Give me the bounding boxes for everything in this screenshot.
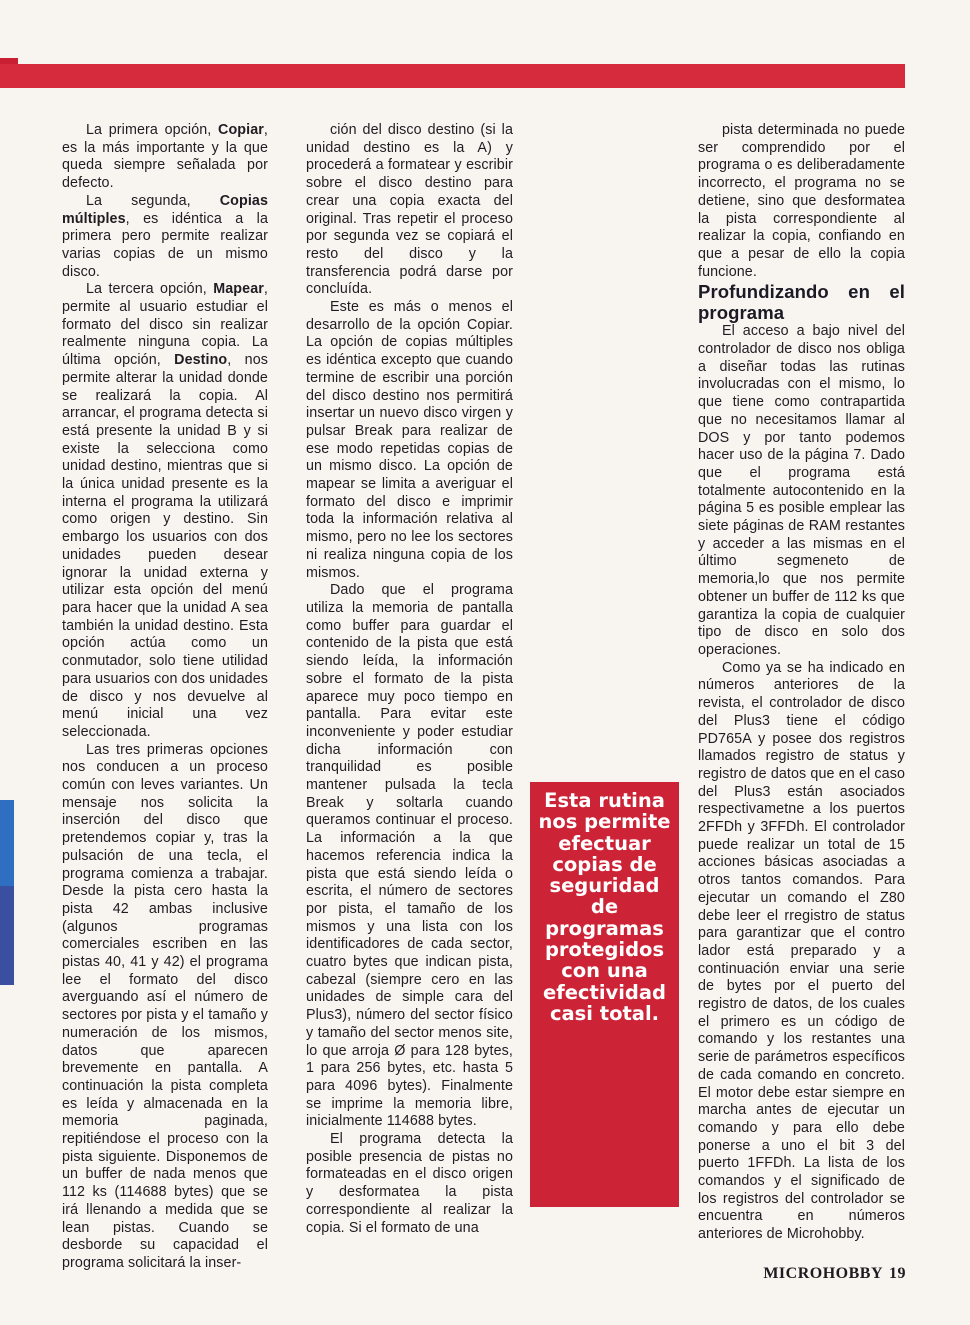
paragraph <box>62 193 268 282</box>
text-run: Las tres primeras opciones nos conducen a un proceso común con leves variantes. Un mensaje nos solicita la inserción del disco que pretendemos copiar y, tras la pulsación de una tecla, el programa comienza a trabajar. Desde la pista cero hasta la pista 42 ambas inclusive (algunos programas comerciales escriben en las pistas 40, 41 y 42) el programa lee el formato del disco averguando así el número de sectores por pista y el tamaño y numeración de los mismos, datos que aparecen brevemente en pantalla. A continuación la pista completa es leída y almacenada en la memoria paginada, repitiéndose el proceso con la pista siguiente. Disponemos de un buffer de nada menos que 112 ks (114688 bytes) que se irá llenando a medida que se lean pistas. Cuando se desborde su capacidad el programa solicitará la inser- <box>62 741 268 1271</box>
page-number: 19 <box>889 1265 906 1282</box>
text-run: , nos permite alterar la unidad donde se realizará la copia. Al arrancar, el programa detecta si está presente la unidad B y si existe la selecciona como unidad destino, mientras que si la única unidad presente es la interna el programa la utilizará como origen y destino. Sin embargo los usuarios con dos unidades pueden desear ignorar la unidad externa y utilizar esta opción del menú para hacer que la unidad A sea también la unidad destino. Esta opción actúa como un conmutador, solo tiene utilidad para usuarios con dos unidades de disco y nos devuelve al menú inicial una vez seleccionada. <box>62 352 269 740</box>
section-subheading: Profundizando en el programa <box>698 281 905 324</box>
article-column-3 <box>698 122 905 1244</box>
bold-term: Copiar <box>218 122 264 138</box>
text-run: Como ya se ha indicado en números anteriores de la revista, el controlador de disco del Plus3 tiene el código PD765A y posee dos registros llamados registro de status y registro de datos que en el caso del Plus3 están asociados respectivametne a los puertos 2FFDh y 3FFDh. El controlador puede realizar un total de 15 acciones básicas asociadas a otros tantos comandos. Para ejecutar un comando el Z80 debe leer el rregistro de status para garantizar que el contro lador está preparado y a continuación enviar una serie de bytes por el puerto del registro de datos, de los cuales el primero es un código de comando y los restantes una serie de parámetros específicos de cada comando en concreto. El motor debe estar siempre en marcha antes de ejecutar un comando y para ello debe ponerse a uno el bit 3 del puerto 1FFDh. La lista de los comandos y el significado de los registros del controlador se encuentra en números anteriores de Microhobby. <box>698 659 905 1243</box>
article-column-1 <box>62 122 268 1273</box>
paragraph <box>62 281 268 741</box>
paragraph <box>698 122 905 281</box>
text-run: , permite al usuario estudiar el formato del disco sin realizar realmente ninguna copia. La última opción, <box>62 281 268 369</box>
text-run: La tercera opción, <box>86 281 214 298</box>
pull-quote-box <box>530 782 679 1207</box>
paragraph <box>698 323 905 659</box>
paragraph <box>306 122 513 299</box>
paragraph <box>698 660 905 1244</box>
text-run: , es idéntica a la primera pero permite realizar varias copias de un mismo disco. <box>62 210 268 280</box>
article-column-3-bottom <box>698 323 905 1244</box>
article-column-3-top <box>698 122 905 281</box>
text-run: La segunda, <box>86 192 220 209</box>
paragraph <box>62 742 268 1273</box>
paragraph <box>306 1131 513 1237</box>
bold-term: Mapear <box>213 281 264 298</box>
paragraph <box>306 299 513 582</box>
page-footer <box>757 1265 906 1283</box>
pull-quote-text: Esta rutina nos permite efectuar copias de seguridad de programas protegidos con una efectividad casi total. <box>538 789 671 1025</box>
text-run: ción del disco destino (si la unidad destino es la A) y procederá a formatear y escribir sobre el disco destino para crear una copia exacta del original. Tras repetir el proceso por segunda vez se copiará el resto del disco y la transferencia podrá darse por concluída. <box>306 122 513 298</box>
paragraph <box>306 582 513 1131</box>
text-run: La primera opción, <box>86 122 219 138</box>
article-column-2 <box>306 122 513 1237</box>
text-run: Este es más o menos el desarrollo de la opción Copiar. La opción de copias múltiples es idéntica excepto que cuando termine de escribir una porción del disco destino nos permitirá insertar un nuevo disco virgen y pulsar Break para realizar de ese modo repetidas copias de un mismo disco. La opción de mapear se limita a averiguar el formato del disco e imprimir toda la información relativa al mismo, pero no lee los sectores ni realiza ninguna copia de los mismos. <box>306 299 513 581</box>
bold-term: Destino <box>174 352 228 369</box>
page-edge-color-strip <box>0 800 14 985</box>
text-run: , es la más importante y la que queda siempre señalada por defecto. <box>62 122 268 192</box>
text-run: El programa detecta la posible presencia de pistas no formateadas en el disco origen y desformatea la pista correspondiente al realizar la copia. Si el formato de una <box>306 1131 513 1236</box>
text-run: pista determinada no puede ser comprendido por el programa o es deliberadamente incorrecto, el programa no se detiene, sino que desformatea la pista correspondiente al realizar la copia, confiando en que a pesar de ello la copia funcione. <box>698 122 905 280</box>
magazine-name: MICROHOBBY <box>763 1265 883 1282</box>
text-run: Dado que el programa utiliza la memoria de pantalla como buffer para guardar el contenido de la pista que está siendo leída, la información sobre el formato de la pista aparece muy poco tiempo en pantalla. Para evitar este inconveniente y poder estudiar dicha información con tranquilidad es posible mantener pulsada la tecla Break y soltarla cuando queramos continuar el proceso. La información a la que hacemos referencia indica la pista que está siendo leída o escrita, el número de sectores por pista, el tamaño de los mismos y una lista con los identificadores de cada sector, cuatro bytes que indican pista, cabezal (siempre cero en las unidades de simple cara del Plus3), número del sector físico y tamaño del sector menos site, lo que arroja Ø para 128 bytes, 1 para 256 bytes, etc. hasta 5 para 4096 bytes). Finalmente se imprime la memoria libre, inicialmente 114688 bytes. <box>306 582 513 1130</box>
paragraph <box>62 122 268 193</box>
bold-term: Copias múltiples <box>62 192 268 227</box>
text-run: El acceso a bajo nivel del controlador de disco nos obliga a diseñar todas las rutinas involucradas con el mismo, lo que tiene como contrapartida que no necesitamos llamar al DOS y por tanto podemos hacer uso de la página 7. Dado que el programa está totalmente autocontenido en la página 5 es posible emplear las siete páginas de RAM restantes y acceder a las mismas en el último segmeneto de memoria,lo que nos permite obtener un buffer de 112 ks que garantiza la copia de cualquier tipo de disco en solo dos operaciones. <box>698 323 905 658</box>
header-color-band <box>0 64 905 88</box>
